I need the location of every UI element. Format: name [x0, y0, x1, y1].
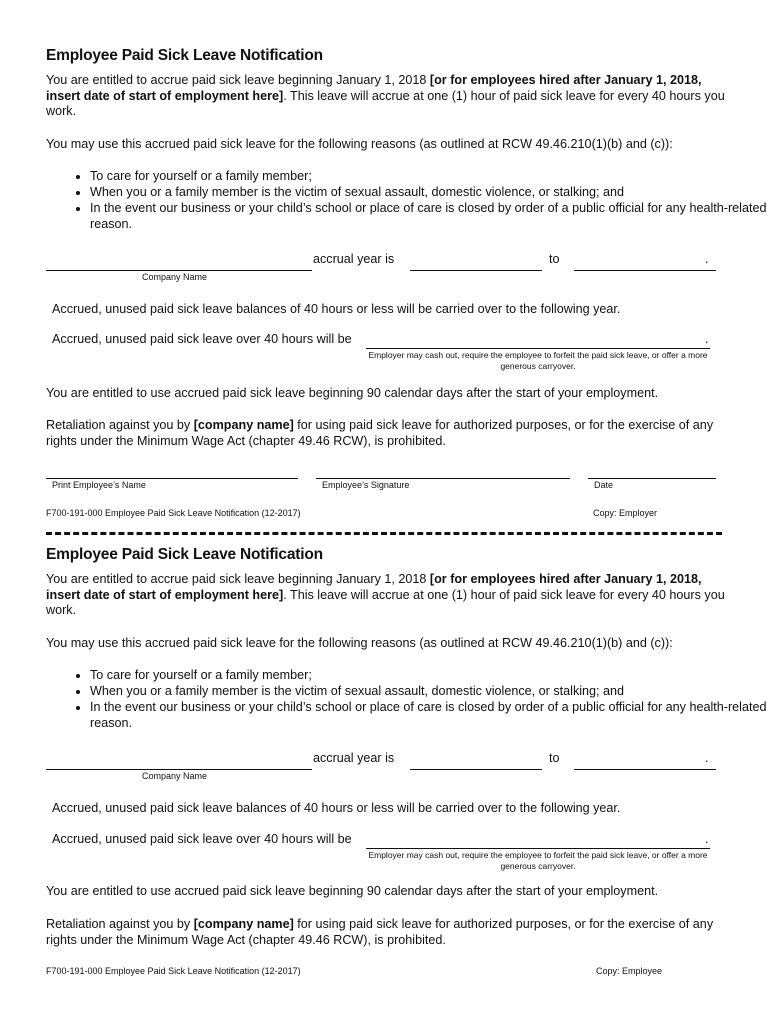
carryover-text: Accrued, unused paid sick leave balances of 40 hours or less will be carried over to the following year.: [52, 801, 621, 815]
retaliation-paragraph: Retaliation against you by [company name] for using paid sick leave for authorized purposes, or for the exercise of any rights under the Minimum Wage Act (chapter 49.46 RCW), is prohibited.: [46, 418, 714, 448]
list-item: • In the event our business or your child’s school or place of care is closed by order of a public official for any health-related reason.: [90, 200, 768, 232]
form-number-footer: F700-191-000 Employee Paid Sick Leave Notification (12-2017): [46, 508, 301, 518]
accrual-end-field[interactable]: [574, 270, 716, 271]
accrual-end-field[interactable]: [574, 769, 716, 770]
employee-name-field[interactable]: [46, 478, 298, 479]
use-text: You are entitled to use accrued paid sick leave beginning 90 calendar days after the start of your employment.: [46, 884, 659, 898]
accrual-year-label: accrual year is: [313, 751, 395, 765]
over40-text: Accrued, unused paid sick leave over 40 hours will be: [52, 332, 352, 346]
reasons-intro: You may use this accrued paid sick leave for the following reasons (as outlined at RCW 49.46.210(1)(b) and (c)):: [46, 636, 673, 650]
copy-label: Copy: Employer: [593, 508, 658, 518]
form-number-footer: F700-191-000 Employee Paid Sick Leave Notification (12-2017): [46, 966, 301, 976]
list-item: • When you or a family member is the victim of sexual assault, domestic violence, or stalking; and: [90, 184, 768, 200]
employee-signature-field[interactable]: [316, 478, 570, 479]
date-caption: Date: [594, 480, 614, 490]
accrual-start-field[interactable]: [410, 270, 542, 271]
company-name-field[interactable]: [46, 270, 312, 271]
period: .: [705, 332, 709, 346]
reasons-list: [46, 168, 768, 232]
over40-field[interactable]: [366, 348, 710, 349]
accrual-start-field[interactable]: [410, 769, 542, 770]
use-text: You are entitled to use accrued paid sick leave beginning 90 calendar days after the start of your employment.: [46, 386, 659, 400]
retaliation-paragraph: Retaliation against you by [company name] for using paid sick leave for authorized purposes, or for the exercise of any rights under the Minimum Wage Act (chapter 49.46 RCW), is prohibited.: [46, 917, 714, 947]
period: .: [705, 751, 709, 765]
list-item: • When you or a family member is the victim of sexual assault, domestic violence, or stalking; and: [90, 683, 768, 699]
over40-caption: Employer may cash out, require the employee to forfeit the paid sick leave, or offer a more generous carryover.: [368, 350, 708, 371]
list-item: • To care for yourself or a family member;: [90, 168, 768, 184]
accrual-year-label: accrual year is: [313, 252, 395, 266]
period: .: [705, 832, 709, 846]
reasons-list: [46, 667, 768, 731]
form-title: Employee Paid Sick Leave Notification: [46, 47, 323, 64]
copy-label: Copy: Employee: [596, 966, 663, 976]
list-item: • To care for yourself or a family member;: [90, 667, 768, 683]
intro-paragraph: You are entitled to accrue paid sick leave beginning January 1, 2018 [or for employees hired after January 1, 2018, insert date of start of employment here]. This leave will accrue at one (1) hour of paid sick leave for every 40 hours you work.: [46, 572, 725, 617]
company-name-caption: Company Name: [142, 272, 208, 282]
signature-caption: Employee’s Signature: [322, 480, 410, 490]
company-name-caption: Company Name: [142, 771, 208, 781]
period: .: [705, 252, 709, 266]
form-title: Employee Paid Sick Leave Notification: [46, 546, 323, 563]
date-field[interactable]: [588, 478, 716, 479]
list-item: • In the event our business or your child’s school or place of care is closed by order of a public official for any health-related reason.: [90, 699, 768, 731]
cut-line-divider: [46, 532, 722, 535]
intro-paragraph: You are entitled to accrue paid sick leave beginning January 1, 2018 [or for employees hired after January 1, 2018, insert date of start of employment here]. This leave will accrue at one (1) hour of paid sick leave for every 40 hours you work.: [46, 73, 725, 118]
carryover-text: Accrued, unused paid sick leave balances of 40 hours or less will be carried over to the following year.: [52, 302, 621, 316]
to-label: to: [549, 751, 560, 765]
print-name-caption: Print Employee’s Name: [52, 480, 146, 490]
over40-caption: Employer may cash out, require the employee to forfeit the paid sick leave, or offer a more generous carryover.: [368, 850, 708, 871]
over40-field[interactable]: [366, 848, 710, 849]
reasons-intro: You may use this accrued paid sick leave for the following reasons (as outlined at RCW 49.46.210(1)(b) and (c)):: [46, 137, 673, 151]
company-name-field[interactable]: [46, 769, 312, 770]
over40-text: Accrued, unused paid sick leave over 40 hours will be: [52, 832, 352, 846]
to-label: to: [549, 252, 560, 266]
